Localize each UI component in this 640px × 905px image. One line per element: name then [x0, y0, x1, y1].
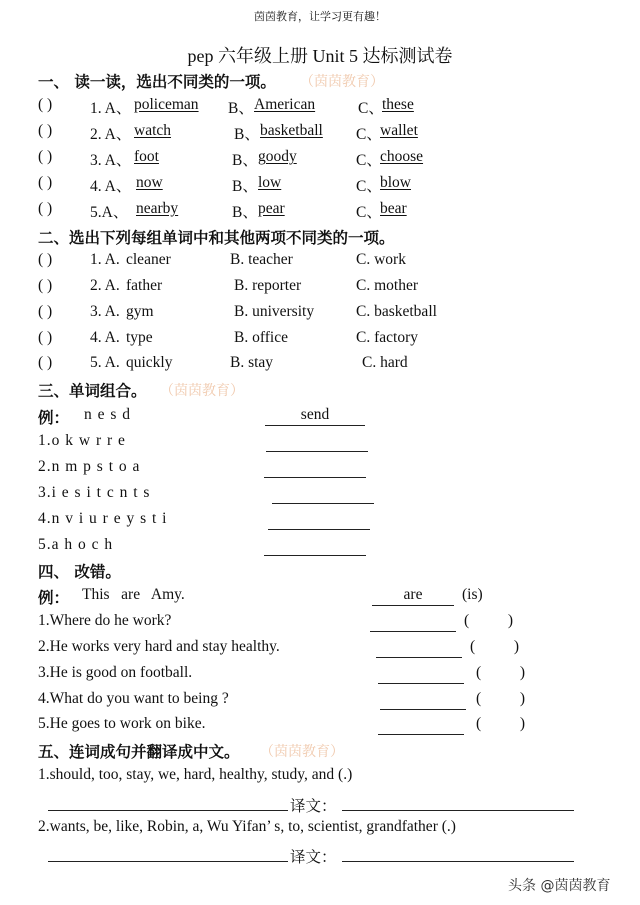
option-b: B. stay: [230, 354, 274, 371]
option-c: C. factory: [356, 329, 418, 346]
option-b: basketball: [260, 122, 323, 139]
option-c-label: C、: [358, 100, 384, 117]
option-c: C. hard: [362, 354, 408, 371]
watermark: （茵茵教育）: [260, 744, 344, 760]
sentence: 2.He works very hard and stay healthy.: [38, 638, 280, 655]
option-a: type: [126, 329, 153, 346]
option-b: low: [258, 174, 282, 191]
option-a: quickly: [126, 354, 173, 371]
option-c: bear: [380, 200, 407, 217]
question-number: 1. A.: [90, 251, 120, 268]
example-correction: (is): [462, 586, 483, 603]
example-label: 例：: [38, 409, 70, 427]
sentence-prompt-2: 2.wants, be, like, Robin, a, Wu Yifan’ s, to, scientist, grandfather (.): [38, 818, 456, 835]
question-number: 3. A.: [90, 303, 120, 320]
answer-line[interactable]: [378, 683, 464, 684]
answer-line[interactable]: [378, 734, 464, 735]
option-b: B. university: [234, 303, 315, 320]
scrambled-word: 3.i e s i t c n t s: [38, 484, 151, 501]
answer-line[interactable]: [266, 451, 368, 452]
translation-line-1[interactable]: [342, 810, 574, 811]
option-b-label: B、: [234, 126, 260, 143]
option-c: these: [382, 96, 414, 113]
example-letters: n e s d: [84, 406, 132, 423]
question-number: 5.A、: [90, 204, 129, 221]
answer-paren[interactable]: ( ): [38, 277, 53, 294]
answer-paren[interactable]: ( ): [476, 690, 526, 707]
section1-heading: 一、 读一读，选出不同类的一项。: [38, 73, 276, 91]
answer-paren[interactable]: ( ): [38, 251, 53, 268]
question-number: 4. A、: [90, 178, 132, 195]
option-a: gym: [126, 303, 154, 320]
option-c: blow: [380, 174, 411, 191]
scrambled-word: 4.n v i u r e y s t i: [38, 510, 168, 527]
answer-line[interactable]: [376, 657, 462, 658]
section4-heading: 四、 改错。: [38, 563, 121, 581]
answer-paren[interactable]: ( ): [476, 664, 526, 681]
answer-paren[interactable]: ( ): [38, 303, 53, 320]
example-sentence: This are Amy.: [82, 586, 185, 603]
translate-label-2: 译文：: [290, 848, 337, 866]
question-number: 2. A.: [90, 277, 120, 294]
sentence: 1.Where do he work?: [38, 612, 172, 629]
option-b-label: B、: [232, 204, 258, 221]
answer-line[interactable]: [272, 503, 374, 504]
page-title: pep 六年级上册 Unit 5 达标测试卷: [187, 46, 453, 66]
option-a: nearby: [136, 200, 179, 217]
option-c: C. basketball: [356, 303, 437, 320]
translation-line-2[interactable]: [342, 861, 574, 862]
option-c-label: C、: [356, 204, 382, 221]
example-label: 例：: [38, 589, 70, 607]
option-c-label: C、: [356, 152, 382, 169]
question-number: 5. A.: [90, 354, 120, 371]
answer-paren[interactable]: ( ): [464, 612, 514, 629]
option-b-label: B、: [232, 178, 258, 195]
option-c: choose: [380, 148, 424, 165]
option-b: B. teacher: [230, 251, 293, 268]
answer-paren[interactable]: ( ): [38, 122, 53, 139]
example-answer-line: [265, 425, 365, 426]
sentence: 4.What do you want to being ?: [38, 690, 229, 707]
option-b: pear: [258, 200, 285, 217]
answer-paren[interactable]: ( ): [476, 715, 526, 732]
scrambled-word: 1.o k w r r e: [38, 432, 126, 449]
example-wrong-word: are: [403, 586, 423, 603]
example-answer-line: [372, 605, 454, 606]
section2-heading: 二、选出下列每组单词中和其他两项不同类的一项。: [38, 229, 395, 247]
option-c: wallet: [380, 122, 418, 139]
question-number: 2. A、: [90, 126, 132, 143]
watermark: （茵茵教育）: [160, 383, 244, 399]
option-b: American: [254, 96, 316, 113]
option-c-label: C、: [356, 126, 382, 143]
option-b-label: B、: [232, 152, 258, 169]
option-c: C. mother: [356, 277, 418, 294]
watermark: （茵茵教育）: [300, 74, 384, 90]
option-c-label: C、: [356, 178, 382, 195]
sentence: 5.He goes to work on bike.: [38, 715, 206, 732]
option-b: B. reporter: [234, 277, 302, 294]
answer-paren[interactable]: ( ): [38, 200, 53, 217]
option-a: policeman: [134, 96, 199, 113]
section3-heading: 三、单词组合。: [38, 382, 147, 400]
answer-line[interactable]: [264, 477, 366, 478]
sentence: 3.He is good on football.: [38, 664, 193, 681]
footer-source: 头条 @茵茵教育: [508, 878, 611, 894]
answer-paren[interactable]: ( ): [38, 329, 53, 346]
answer-line[interactable]: [370, 631, 456, 632]
sentence-prompt-1: 1.should, too, stay, we, hard, healthy, study, and (.): [38, 766, 353, 783]
option-b-label: B、: [228, 100, 254, 117]
example-answer: send: [300, 406, 330, 423]
option-a: now: [136, 174, 163, 191]
answer-line[interactable]: [264, 555, 366, 556]
answer-line-1[interactable]: [48, 810, 288, 811]
translate-label-1: 译文：: [290, 797, 337, 815]
question-number: 1. A、: [90, 100, 132, 117]
option-c: C. work: [356, 251, 406, 268]
header-note: 茵茵教育，让学习更有趣！: [254, 10, 386, 23]
option-b: goody: [258, 148, 297, 165]
answer-paren[interactable]: ( ): [38, 174, 53, 191]
answer-paren[interactable]: ( ): [38, 96, 53, 113]
answer-paren[interactable]: ( ): [38, 148, 53, 165]
option-a: father: [126, 277, 163, 294]
scrambled-word: 5.a h o c h: [38, 536, 114, 553]
answer-line[interactable]: [380, 709, 466, 710]
option-a: cleaner: [126, 251, 171, 268]
answer-line[interactable]: [268, 529, 370, 530]
scrambled-word: 2.n m p s t o a: [38, 458, 141, 475]
option-a: watch: [134, 122, 172, 139]
question-number: 3. A、: [90, 152, 132, 169]
section5-heading: 五、连词成句并翻译成中文。: [38, 743, 240, 761]
option-a: foot: [134, 148, 159, 165]
answer-paren[interactable]: ( ): [470, 638, 520, 655]
answer-paren[interactable]: ( ): [38, 354, 53, 371]
answer-line-2[interactable]: [48, 861, 288, 862]
question-number: 4. A.: [90, 329, 120, 346]
option-b: B. office: [234, 329, 288, 346]
